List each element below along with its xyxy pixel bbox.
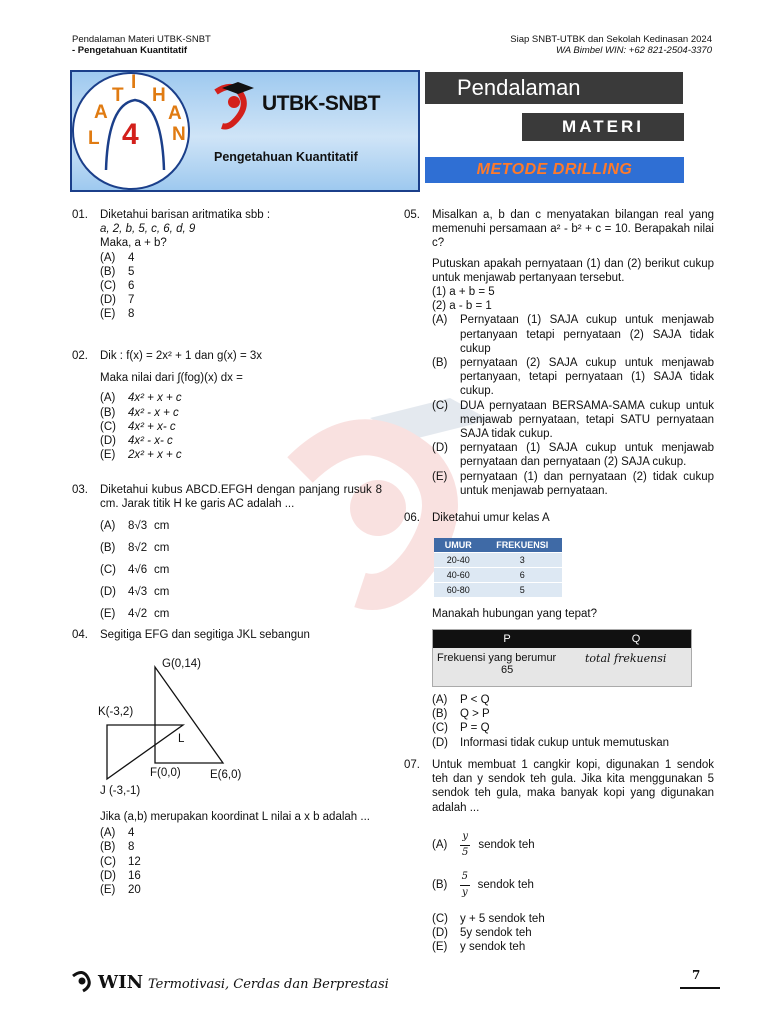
table-row (434, 583, 562, 598)
option-c[interactable]: P = Q (460, 722, 490, 735)
statement-2: (2) a - b = 1 (432, 300, 492, 313)
question-03 (72, 483, 382, 625)
option-key: (C) (100, 855, 116, 868)
option-d[interactable]: 4x² - x- c (128, 435, 173, 448)
question-number: 03. (72, 484, 88, 496)
latihan-letter: A (168, 103, 182, 124)
pendalaman-label: Pendalaman (425, 72, 683, 104)
subject-title: Pengetahuan Kuantitatif (214, 150, 358, 164)
point-label-g: G(0,14) (162, 658, 201, 670)
header-right (510, 34, 712, 56)
question-04-ask (100, 810, 384, 897)
question-ask: Jika (a,b) merupakan koordinat L nilai a x b adalah ... (100, 811, 370, 823)
footer-divider (680, 987, 720, 989)
question-text: Diketahui umur kelas A (432, 512, 550, 524)
latihan-letter: L (88, 128, 100, 149)
table-cell: 3 (482, 553, 562, 568)
question-07 (404, 758, 714, 815)
table-cell: 6 (482, 568, 562, 583)
option-key: (B) (432, 878, 448, 891)
option-e[interactable]: 8 (128, 308, 135, 321)
latihan-letter: T (112, 85, 124, 106)
point-label-f: F(0,0) (150, 767, 181, 779)
metode-drilling-label: METODE DRILLING (425, 157, 684, 183)
option-e[interactable]: 4√2 (128, 608, 148, 621)
question-intro: Putuskan apakah pernyataan (1) dan (2) berikut cukup untuk menjawab pertanyaan tersebut. (432, 257, 714, 284)
option-c[interactable]: 4x² + x- c (128, 420, 176, 433)
option-a[interactable]: 8√3 (128, 520, 148, 533)
point-label-j: J (-3,-1) (100, 785, 141, 797)
option-key: (A) (100, 520, 116, 533)
question-ask: Maka nilai dari ∫(fog)(x) dx = (100, 372, 243, 385)
question-text: Diketahui barisan aritmatika sbb : (100, 209, 271, 221)
option-d[interactable]: Informasi tidak cukup untuk memutuskan (460, 736, 670, 749)
question-06-options (432, 693, 714, 750)
option-d[interactable]: 5y sendok teh (460, 927, 532, 940)
option-key: (C) (100, 564, 116, 577)
option-key: (A) (100, 251, 116, 264)
option-key: (D) (100, 435, 116, 448)
option-unit: cm (154, 542, 170, 555)
pq-p-text: Frekuensi yang berumur (437, 652, 557, 664)
question-05 (404, 208, 714, 498)
header-contact: WA Bimbel WIN: +62 821-2504-3370 (555, 45, 712, 56)
option-unit: cm (154, 520, 170, 533)
table-row (434, 553, 562, 568)
option-b[interactable]: Q > P (460, 708, 490, 721)
pq-p-value: 65 (501, 664, 514, 676)
option-key: (B) (100, 265, 116, 278)
table-cell: 5 (482, 583, 562, 598)
table-row (434, 568, 562, 583)
option-key: (C) (432, 913, 448, 925)
option-b[interactable]: 4x² - x + c (128, 406, 179, 419)
footer-brand: WIN (98, 972, 144, 993)
option-b[interactable] (460, 870, 470, 899)
question-text: Dik : f(x) = 2x² + 1 dan g(x) = 3x (100, 350, 263, 362)
option-d[interactable]: 4√3 (128, 586, 148, 599)
option-key: (C) (100, 420, 116, 433)
question-ask: Maka, a + b? (100, 237, 167, 250)
option-a[interactable]: 4 (128, 827, 135, 840)
question-text: Untuk membuat 1 cangkir kopi, digunakan 1 sendok teh dan y sendok teh gula. Jika kita menggunakan 5 sendok teh gula, maka banyak kopi yang digunakan adalah ... (432, 759, 714, 814)
option-e[interactable]: 2x² + x + c (128, 449, 182, 462)
question-text: Segitiga EFG dan segitiga JKL sebangun (100, 629, 310, 641)
question-text: Diketahui kubus ABCD.EFGH dengan panjang rusuk 8 cm. Jarak titik H ke garis AC adalah ... (100, 484, 382, 511)
option-a[interactable] (460, 830, 470, 859)
option-b[interactable]: 8√2 (128, 542, 148, 555)
fraction-denominator: 5 (460, 845, 470, 860)
win-logo-icon (70, 970, 96, 994)
fraction-denominator: y (460, 885, 470, 900)
option-b[interactable]: 8 (128, 841, 135, 854)
question-04 (72, 628, 382, 642)
question-number: 05. (404, 209, 420, 221)
brand-title: UTBK-SNBT (262, 92, 380, 115)
option-e[interactable]: 20 (128, 884, 141, 897)
option-unit: sendok teh (477, 878, 534, 891)
option-key: (D) (432, 736, 448, 749)
question-number: 04. (72, 629, 88, 641)
latihan-letter: A (94, 102, 108, 123)
pq-header-q: Q (631, 633, 641, 645)
option-key: (E) (432, 941, 448, 954)
footer-slogan: Termotivasi, Cerdas dan Berprestasi (148, 977, 389, 992)
latihan-number: 4 (122, 118, 139, 151)
question-06 (404, 511, 714, 525)
question-02 (72, 349, 382, 462)
option-key: (B) (432, 708, 448, 721)
option-a[interactable]: 4x² + x + c (128, 392, 182, 405)
option-key: (E) (432, 470, 448, 483)
statement-1: (1) a + b = 5 (432, 286, 495, 299)
option-c[interactable]: y + 5 sendok teh (460, 913, 545, 925)
question-01 (72, 208, 382, 322)
option-key: (D) (432, 927, 448, 940)
option-unit: cm (154, 608, 170, 621)
option-c[interactable]: DUA pernyataan BERSAMA-SAMA cukup untuk menjawab pernyataan, tetapi SATU pernyataan SAJA tidak cukup. (460, 399, 714, 441)
option-key: (D) (100, 586, 116, 599)
option-b[interactable]: 5 (128, 265, 135, 278)
option-b[interactable]: pernyataan (2) SAJA cukup untuk menjawab pertanyaan, tetapi pernyataan (1) SAJA tidak cukup. (460, 357, 714, 398)
option-key: (A) (432, 694, 448, 706)
fraction-numerator: 5 (461, 871, 469, 883)
option-c[interactable]: 12 (128, 855, 141, 868)
option-d[interactable]: pernyataan (1) SAJA cukup untuk menjawab pernyataan dan pernyataan (2) SAJA cukup. (460, 442, 714, 469)
triangle-efg (155, 667, 223, 763)
table-cell: 40-60 (434, 568, 482, 583)
option-key: (E) (100, 449, 116, 462)
header-subtitle: - Pengetahuan Kuantitatif (72, 45, 188, 56)
option-key: (A) (432, 314, 448, 327)
option-key: (A) (100, 392, 116, 405)
option-key: (C) (432, 722, 448, 735)
option-unit: cm (154, 586, 170, 599)
option-key: (A) (432, 838, 448, 851)
question-07-options (432, 826, 714, 955)
option-key: (B) (100, 406, 116, 419)
table-cell: 60-80 (434, 583, 482, 598)
question-number: 01. (72, 209, 88, 221)
header-left (72, 34, 211, 56)
question-text: Misalkan a, b dan c menyatakan bilangan real yang memenuhi persamaan a² - b² + c = 10. Berapakah nilai c? (432, 209, 714, 250)
option-e[interactable]: pernyataan (1) dan pernyataan (2) tidak cukup untuk menjawab pernyataan. (460, 470, 714, 497)
pq-header-p: P (503, 633, 511, 645)
option-key: (B) (100, 542, 116, 555)
table-header: UMUR (434, 538, 482, 553)
option-a[interactable]: Pernyataan (1) SAJA cukup untuk menjawab pertanyaan tetapi pernyataan (2) SAJA tidak cukup (460, 314, 714, 355)
question-number: 06. (404, 512, 420, 524)
sequence: a, 2, b, 5, c, 6, d, 9 (100, 223, 196, 236)
latihan-letter: H (152, 85, 166, 106)
question-number: 07. (404, 759, 420, 771)
table-header: FREKUENSI (482, 538, 562, 553)
option-key: (C) (432, 399, 448, 412)
point-label-l: L (178, 733, 185, 745)
option-d[interactable]: 16 (128, 869, 141, 882)
question-ask: Manakah hubungan yang tepat? (432, 608, 597, 620)
age-frequency-table (434, 538, 562, 597)
option-key: (D) (100, 869, 116, 882)
option-key: (D) (432, 442, 448, 455)
option-d[interactable]: 7 (128, 294, 135, 307)
option-key: (D) (100, 294, 116, 307)
point-label-k: K(-3,2) (98, 706, 134, 718)
option-key: (B) (432, 357, 448, 370)
option-key: (E) (100, 308, 116, 321)
latihan-letter: N (172, 124, 186, 145)
option-key: (B) (100, 841, 116, 854)
option-key: (E) (100, 608, 116, 621)
table-cell: 20-40 (434, 553, 482, 568)
option-c[interactable]: 4√6 (128, 564, 148, 577)
option-key: (A) (100, 827, 116, 840)
pq-table (432, 629, 692, 687)
option-key: (C) (100, 280, 116, 293)
header-tagline: Siap SNBT-UTBK dan Sekolah Kedinasan 2024 (510, 34, 712, 45)
option-a[interactable]: 4 (128, 251, 135, 264)
pq-q-text: total frekuensi (585, 652, 667, 665)
option-unit: cm (154, 564, 170, 577)
page-number: 7 (692, 968, 701, 982)
option-e[interactable]: y sendok teh (460, 941, 526, 954)
option-a[interactable]: P < Q (460, 694, 490, 706)
point-label-e: E(6,0) (210, 769, 242, 781)
materi-label: MATERI (522, 113, 684, 141)
header-title: Pendalaman Materi UTBK-SNBT (72, 34, 211, 45)
fraction-numerator: y (462, 831, 469, 843)
question-number: 02. (72, 350, 88, 362)
option-unit: sendok teh (478, 838, 535, 851)
option-key: (E) (100, 884, 116, 897)
latihan-letter: I (131, 72, 137, 93)
option-c[interactable]: 6 (128, 280, 135, 293)
utbk-logo-icon (208, 82, 260, 132)
